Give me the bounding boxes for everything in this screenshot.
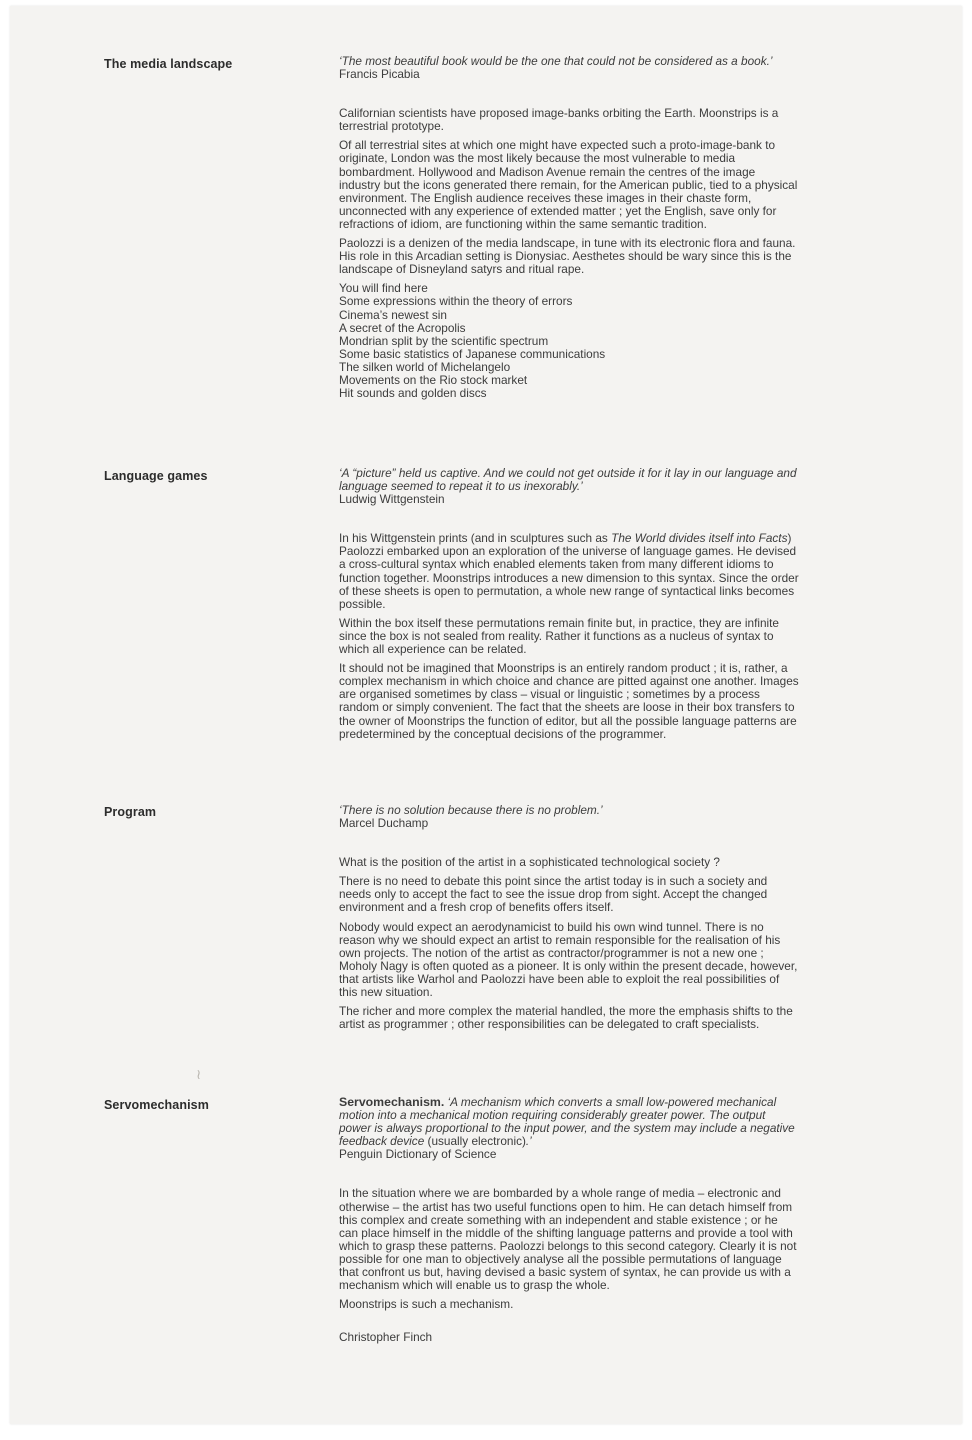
paragraph-text: ) Paolozzi embarked upon an exploration of the universe of language games. He devised a cross-cultural syntax which enabled elements taken from many different idioms to function together. Moonstrips introduces a new dimension to this syntax. Since the order of these sheets is open to permutation, a whole new range of syntactical links becomes possible. — [339, 531, 799, 611]
paragraph: Moonstrips is such a mechanism. — [339, 1297, 514, 1312]
definition-text: ‘A mechanism which converts a small low-powered mechanical motion into a mechanical motion requiring considerably greater power. The output power is always proportional to the input power, and the system may include a negative feedback device — [339, 1095, 795, 1149]
paragraph: Californian scientists have proposed image-banks orbiting the Earth. Moonstrips is a terrestrial prototype. — [339, 106, 779, 134]
list-item: Cinema’s newest sin — [339, 307, 447, 322]
paragraph-text: In his Wittgenstein prints (and in sculptures such as — [339, 531, 612, 546]
paragraph: The richer and more complex the material handled, the more the emphasis shifts to the artist as programmer ; other responsibilities can be delegated to craft specialists. — [339, 1004, 793, 1032]
paper-mark: ≀ — [196, 1066, 202, 1082]
sculpture-title: The World divides itself into Facts — [611, 531, 788, 546]
definition-note: (usually electronic) — [427, 1134, 526, 1149]
section-heading-language-games: Language games — [104, 469, 208, 483]
epigraph-attribution: Francis Picabia — [339, 67, 420, 82]
definition-quote — [339, 1096, 799, 1148]
list-item: Movements on the Rio stock market — [339, 372, 528, 387]
epigraph-attribution: Ludwig Wittgenstein — [339, 492, 445, 507]
paragraph: What is the position of the artist in a sophisticated technological society ? — [339, 855, 720, 870]
section-body-program — [339, 804, 799, 1037]
paragraph — [339, 532, 799, 611]
list-item: You will find here — [339, 281, 428, 296]
epigraph-quote: ‘There is no solution because there is no problem.’ — [339, 803, 603, 817]
section-body-servomechanism — [339, 1096, 799, 1344]
epigraph-quote: ‘The most beautiful book would be the one that could not be considered as a book.’ — [339, 54, 773, 68]
epigraph-quote: ‘A “picture” held us captive. And we could not get outside it for it lay in our language and language seemed to repeat it to us inexorably.’ — [339, 466, 797, 494]
section-body-media-landscape — [339, 55, 799, 400]
paragraph: Nobody would expect an aerodynamicist to build his own wind tunnel. There is no reason why we should expect an artist to remain responsible for the realisation of his own projects. The notion of the artist as contractor/programmer is not a new one ; Moholy Nagy is often quoted as a pioneer. It is only within the present decade, however, that artists like Warhol and Paolozzi have been able to exploit the real possibilities of this new situation. — [339, 919, 798, 1000]
paragraph: It should not be imagined that Moonstrips is an entirely random product ; it is, rather, a complex mechanism in which choice and chance are pitted against one another. Images are organised sometimes by class – visual or linguistic ; sometimes by a process random or simply convenient. The fact that the sheets are loose in their box transfers to the owner of Moonstrips the function of editor, but all the possible language patterns are predetermined by the conceptual decisions of the programmer. — [339, 661, 799, 741]
section-body-language-games — [339, 467, 799, 747]
defined-term: Servomechanism. — [339, 1095, 445, 1109]
paragraph: Of all terrestrial sites at which one might have expected such a proto-image-bank to originate, London was the most likely because the most vulnerable to media bombardment. Hollywood and Madison Avenue remain the centres of the image industry but the icons generated there remain, for the American public, tied to a physical environment. The English audience receives these images in their chaste form, unconnected with any experience of extended matter ; yet the English, save only for refractions of idiom, are functioning within the same semantic tradition. — [339, 138, 798, 231]
definition-source: Penguin Dictionary of Science — [339, 1147, 497, 1162]
list-item: A secret of the Acropolis — [339, 320, 466, 335]
section-heading-servomechanism: Servomechanism — [104, 1098, 209, 1112]
paragraph: Paolozzi is a denizen of the media landscape, in tune with its electronic flora and fauna. His role in this Arcadian setting is Dionysiac. Aesthetes should be wary since this is the landscape of Disneyland satyrs and ritual rape. — [339, 236, 796, 277]
contents-list — [339, 282, 799, 400]
epigraph-attribution: Marcel Duchamp — [339, 816, 429, 831]
section-heading-program: Program — [104, 805, 157, 819]
list-item: Mondrian split by the scientific spectrum — [339, 333, 549, 348]
paragraph: In the situation where we are bombarded by a whole range of media – electronic and otherwise – the artist has two useful functions open to him. He can detach himself from this complex and create something with an independent and stable existence ; or he can place himself in the middle of the shifting language patterns and provide a tool with which to grasp these patterns. Paolozzi belongs to this second category. Clearly it is not possible for one man to objectively analyse all the possible permutations of language that confront us but, having devised a basic system of syntax, he can provide us with a mechanism which will enable us to grasp the whole. — [339, 1186, 797, 1293]
definition-close: .’ — [525, 1134, 532, 1149]
list-item: Some basic statistics of Japanese communications — [339, 346, 606, 361]
list-item: The silken world of Michelangelo — [339, 359, 511, 374]
list-item: Hit sounds and golden discs — [339, 386, 487, 401]
author-signature: Christopher Finch — [339, 1330, 433, 1345]
paragraph: There is no need to debate this point since the artist today is in such a society and needs only to accept the fact to see the issue drop from sight. Accept the changed environment and a fresh crop of benefits offers itself. — [339, 874, 768, 915]
section-heading-media-landscape: The media landscape — [104, 57, 233, 71]
paragraph: Within the box itself these permutations remain finite but, in practice, they are infinite since the box is not sealed from reality. Rather it functions as a nucleus of syntax to which all experience can be related. — [339, 615, 779, 657]
list-item: Some expressions within the theory of errors — [339, 294, 573, 309]
